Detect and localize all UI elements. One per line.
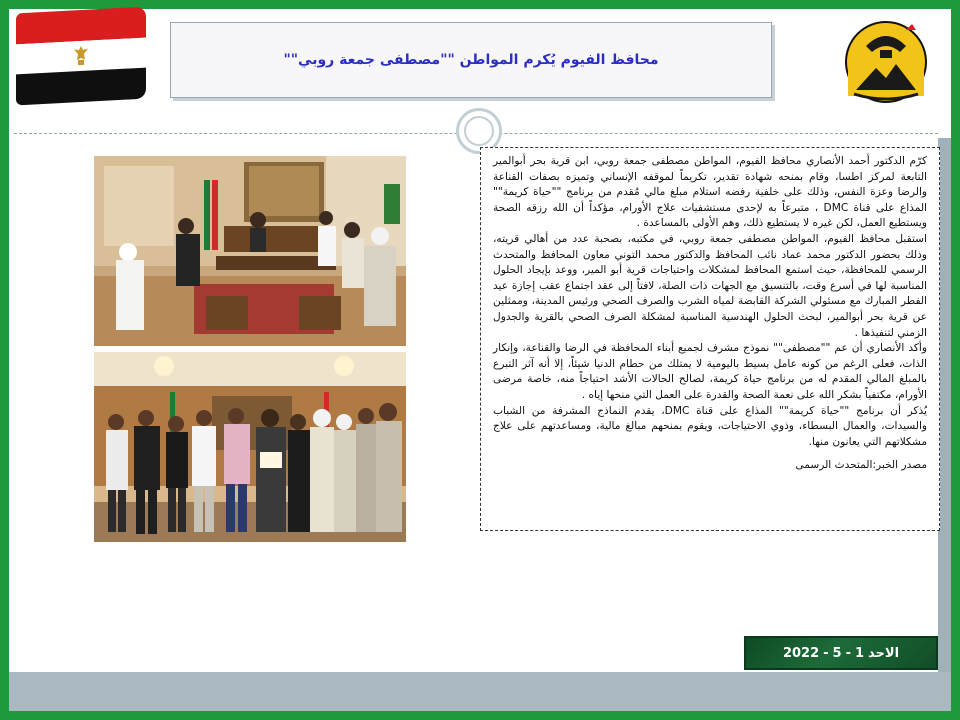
group-photo [94,352,406,542]
office-meeting-photo [94,156,406,346]
governorate-logo [836,16,936,106]
date-sep: - [845,645,851,661]
article-body [480,147,940,531]
date-d: 1 [855,645,865,661]
eagle-emblem-icon [72,45,90,68]
date-sep: - [823,645,829,661]
egypt-flag [16,7,146,106]
date-m: 5 [832,645,842,661]
title-box [170,22,772,98]
footer-band [9,672,951,711]
article-paragraph: يُذكر أن برنامج ""حياة كريمة"" المذاع على قناة DMC، يقدم النماذج المشرفة من الشباب والسيدات، والعمال البسطاء، وذوي الاحتياجات، ويقوم بمنحهم مبالغ مالية، ومساعدتهم على علاج مشكلاتهم التي يعانون منها. [493,404,927,448]
article-paragraph: كرّم الدكتور أحمد الأنصاري محافظ الفيوم، المواطن مصطفى جمعة روبي، ابن قرية بحر أبوالمير التابعة لمركز اطسا، وقام بمنحه شهادة تقدير، تكريماً لموقفه الإنساني وتميزه بصفات القناعة والرضا وعزة النفس، وذلك على خلفية رفضه استلام مبلغ مالي مُقدم من برنامج ""حياة كريمة"" المذاع على قناة DMC ، متبرعاً به لإحدى مستشفيات علاج الأورام، مؤكداً أن الله رزقه الصحة ويستطيع العمل، لكن غيره لا يستطيع ذلك، وهم الأولى بالمساعدة . [493,155,928,230]
date-y: 2022 [782,645,820,661]
date-bar [744,636,938,670]
article-paragraph: وأكد الأنصاري أن عم ""مصطفى"" نموذج مشرف لجميع أبناء المحافظة في الرضا والقناعة، وإنكار الذات، فعلى الرغم من كونه عامل بسيط باليومية لا يمتلك من حطام الدنيا شيئاً، إلا أنه آثر التبرع بالمبلغ المالي المقدم له من برنامج حياة كريمة، لصالح الحالات الأشد احتياجاً منه، خاصة مرضى الأورام، مكتفياً بشكر الله على نعمة الصحة والقدرة على العمل التي منحها إياه . [493,342,927,401]
news-source: مصدر الخبر:المتحدث الرسمى [795,459,927,472]
article-paragraph: استقبل محافظ الفيوم، المواطن مصطفى جمعة روبي، في مكتبه، بصحبة عدد من أهالي قريته، وذلك بحضور الدكتور محمد عماد نائب المحافظ والدكتور محمد التوني معاون المحافظ والمتحدث الرسمي للمحافظة، حيث استمع المحافظ لمشكلات واحتياجات قرية أبو المير، ووعد بإيجاد الحلول المناسبة لها في أسرع وقت، بالتنسيق مع الجهات ذات الصلة، لافتاً إلى عقد اجتماع عقب إجازة عيد الفطر المبارك مع مسئولي الشركة القابضة لمياه الشرب والصرف الصحي ورئيس المدينة، وممثلين عن قرية بحر أبوالمير، لبحث الحلول الهندسية المناسبة لمشكلة الصرف الصحي بالقرية والجدول الزمني لتنفيذها . [493,232,927,339]
date-day: الاحد [868,645,900,661]
page-title: محافظ الفيوم يُكرم المواطن ""مصطفى جمعة روبي"" [283,52,659,68]
